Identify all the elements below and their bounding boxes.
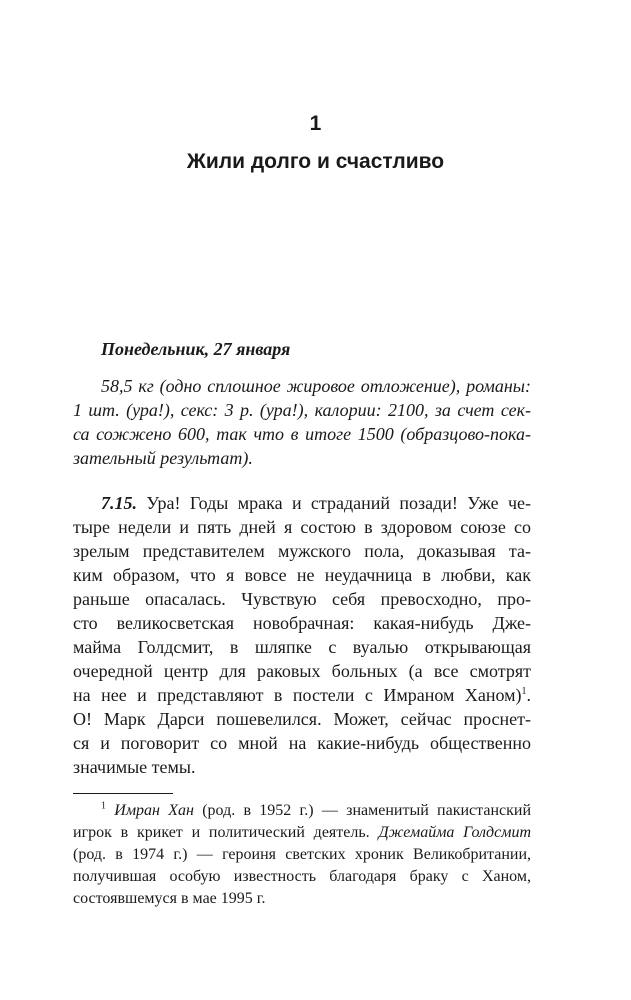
diary-stats [73, 374, 531, 470]
footnote-line: (род. в 1974 г.) — героиня светских хроник Великобритании, [73, 846, 531, 863]
entry-line: О! Марк Дарси пошевелился. Может, сейчас проснет- [73, 709, 531, 729]
entry-line: раньше опасалась. Чувствую себя превосходно, про- [73, 589, 531, 609]
entry-text: на нее и представляют в постели с Имраном Ханом) [73, 685, 522, 705]
entry-date: Понедельник, 27 января [101, 339, 291, 359]
entry-line: зрелым представителем мужского пола, доказывая та- [73, 541, 531, 561]
stats-line: зательный результат). [73, 448, 253, 468]
entry-line: тыре недели и пять дней я состою в здоровом союзе со [73, 517, 531, 537]
entry-line-with-footnote: на нее и представляют в постели с Имраном Ханом)$^1$. [73, 685, 531, 705]
entry-line: значимые темы. [73, 757, 196, 777]
footnote-name: Джемайма Голдсмит [378, 824, 531, 841]
footnote-mark: 1 [101, 800, 106, 812]
entry-text: Ура! Годы мрака и страданий позади! Уже че- [137, 493, 531, 513]
stats-line: са сожжено 600, так что в итоге 1500 (образцово-пока- [73, 424, 531, 444]
diary-entry [73, 491, 531, 779]
stats-line: 1 шт. (ура!), секс: 3 р. (ура!), калории: 2100, за счет сек- [73, 400, 531, 420]
chapter-number: 1 [309, 112, 322, 135]
entry-date-block [73, 337, 531, 361]
footnote-divider [73, 793, 173, 794]
entry-first-line [73, 491, 531, 515]
footnote-text: игрок в крикет и политический деятель. [73, 824, 379, 841]
entry-time: 7.15. [101, 493, 137, 513]
entry-line: майма Голдсмит, в шляпке с вуалью открывающая [73, 637, 531, 657]
footnote-line: состоявшемуся в мае 1995 г. [73, 890, 266, 907]
footnote-line: получившая особую известность благодаря браку с Ханом, [73, 868, 531, 885]
footnote [73, 800, 531, 910]
entry-line: сто великосветская новобрачная: какая-нибудь Дже- [73, 613, 531, 633]
footnote-name: Имран Хан [114, 802, 194, 819]
entry-line: ся и поговорит со мной на какие-нибудь общественно [73, 733, 531, 753]
chapter-title: Жили долго и счастливо [186, 150, 445, 173]
footnote-reference[interactable]: 1 [521, 686, 527, 697]
entry-line: очередной центр для раковых больных (а все смотрят [73, 661, 531, 681]
entry-line: ким образом, что я вовсе не неудачница в любви, как [73, 565, 531, 585]
footnote-line [73, 822, 531, 844]
footnote-text: (род. в 1952 г.) — знаменитый пакистанский [193, 802, 532, 819]
footnote-line [73, 800, 531, 822]
stats-line: 58,5 кг (одно сплошное жировое отложение), романы: [101, 376, 531, 396]
